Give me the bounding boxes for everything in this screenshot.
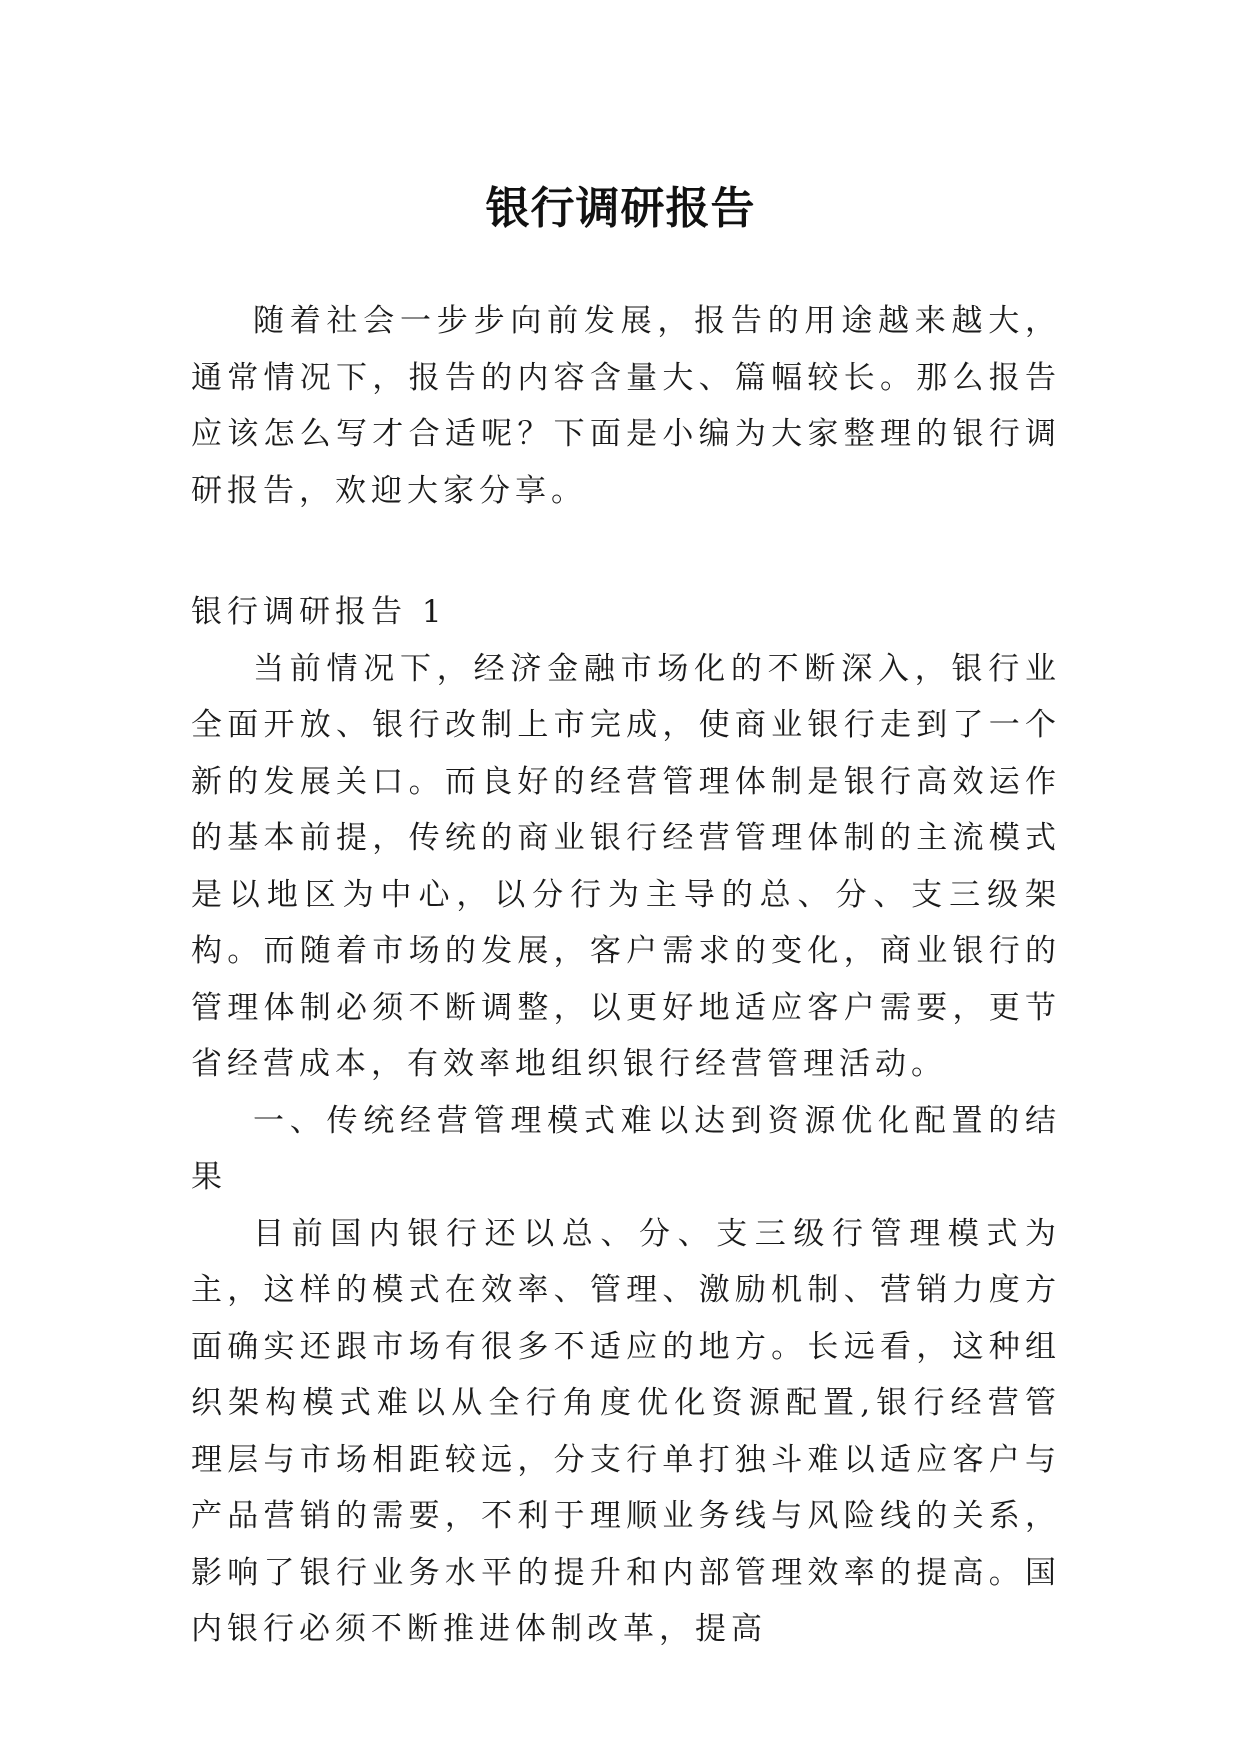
report-section-1 — [191, 584, 1061, 1658]
intro-paragraph: 随着社会一步步向前发展，报告的用途越来越大，通常情况下，报告的内容含量大、篇幅较长。那么报告应该怎么写才合适呢？下面是小编为大家整理的银行调研报告，欢迎大家分享。 — [191, 303, 1061, 509]
intro-section — [191, 293, 1061, 519]
section-heading: 银行调研报告 1 — [191, 594, 447, 630]
document-title: 银行调研报告 — [485, 183, 756, 235]
body-paragraph: 当前情况下，经济金融市场化的不断深入，银行业全面开放、银行改制上市完成，使商业银行走到了一个新的发展关口。而良好的经营管理体制是银行高效运作的基本前提，传统的商业银行经营管理体制的主流模式是以地区为中心，以分行为主导的总、分、支三级架构。而随着市场的发展，客户需求的变化，商业银行的管理体制必须不断调整，以更好地适应客户需要，更节省经营成本，有效率地组织银行经营管理活动。 — [191, 650, 1061, 1082]
body-paragraph: 目前国内银行还以总、分、支三级行管理模式为主，这样的模式在效率、管理、激励机制、营销力度方面确实还跟市场有很多不适应的地方。长远看，这种组织架构模式难以从全行角度优化资源配置,银行经营管理层与市场相距较远，分支行单打独斗难以适应客户与产品营销的需要，不利于理顺业务线与风险线的关系，影响了银行业务水平的提升和内部管理效率的提高。国内银行必须不断推进体制改革，提高 — [191, 1215, 1061, 1647]
subsection-heading: 一、传统经营管理模式难以达到资源优化配置的结果 — [191, 1102, 1061, 1195]
